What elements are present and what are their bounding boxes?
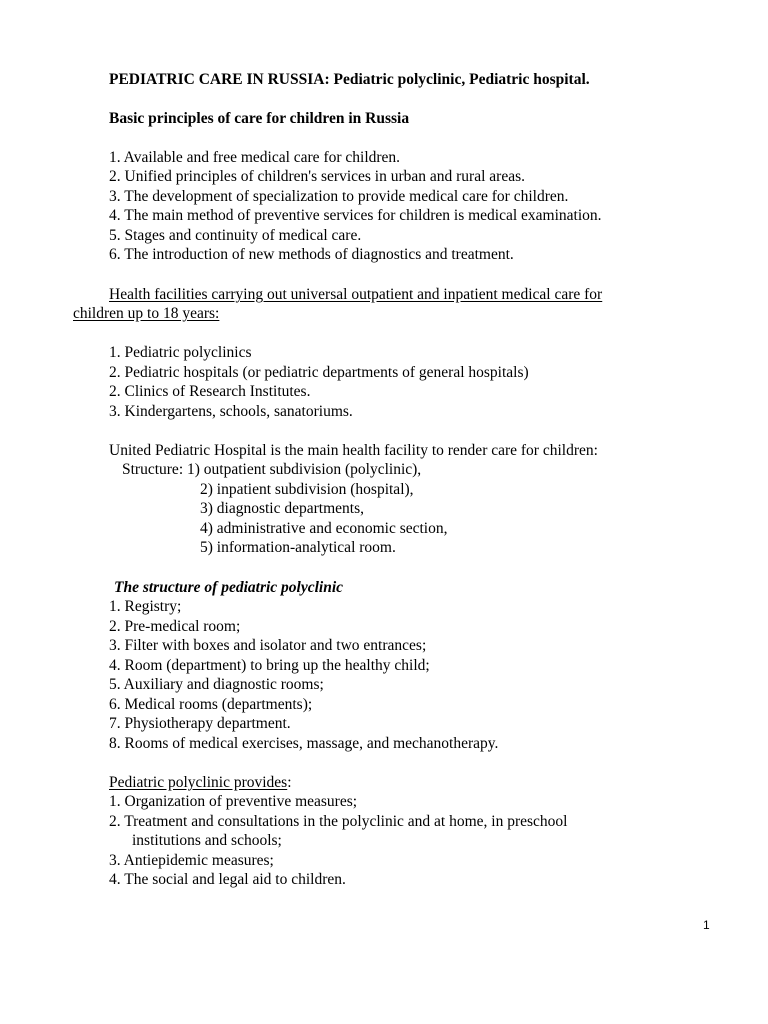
list-item: 2. Pediatric hospitals (or pediatric departments of general hospitals): [109, 364, 529, 381]
list-item: 3. Kindergartens, schools, sanatoriums.: [109, 403, 353, 420]
list-item: 1. Available and free medical care for children.: [109, 149, 401, 166]
list-item-continued: institutions and schools;: [132, 832, 282, 849]
list-item: 3. Antiepidemic measures;: [109, 852, 274, 869]
list-item: 6. The introduction of new methods of diagnostics and treatment.: [109, 246, 514, 263]
list-item: 5. Auxiliary and diagnostic rooms;: [109, 676, 324, 693]
list-item: 4. Room (department) to bring up the healthy child;: [109, 657, 430, 674]
list-item: 6. Medical rooms (departments);: [109, 696, 313, 713]
list-item: 2. Treatment and consultations in the polyclinic and at home, in preschool: [109, 813, 568, 830]
list-item: 5) information-analytical room.: [200, 539, 396, 556]
list-item: 2. Unified principles of children's services in urban and rural areas.: [109, 168, 525, 185]
list-item: 1. Organization of preventive measures;: [109, 793, 358, 810]
list-item: 7. Physiotherapy department.: [109, 715, 291, 732]
facilities-heading: Health facilities carrying out universal outpatient and inpatient medical care for: [109, 286, 603, 303]
hospital-intro: United Pediatric Hospital is the main health facility to render care for children:: [109, 442, 598, 459]
list-item: 4. The main method of preventive services for children is medical examination.: [109, 207, 602, 224]
list-item: 5. Stages and continuity of medical care.: [109, 227, 362, 244]
provides-heading: Pediatric polyclinic provides: [109, 774, 288, 791]
list-item: 3. Filter with boxes and isolator and two entrances;: [109, 637, 427, 654]
provides-heading-line: [109, 773, 292, 793]
structure-label: Structure: 1) outpatient subdivision (polyclinic),: [122, 461, 422, 478]
provides-colon: :: [287, 774, 292, 791]
list-item: 3. The development of specialization to provide medical care for children.: [109, 188, 569, 205]
principles-heading: Basic principles of care for children in Russia: [109, 110, 410, 127]
list-item: 4. The social and legal aid to children.: [109, 871, 346, 888]
polyclinic-structure-heading: The structure of pediatric polyclinic: [114, 579, 344, 596]
list-item: 2) inpatient subdivision (hospital),: [200, 481, 414, 498]
list-item: 1. Registry;: [109, 598, 182, 615]
list-item: 2. Pre-medical room;: [109, 618, 241, 635]
page-number: 1: [703, 918, 710, 932]
list-item: 1. Pediatric polyclinics: [109, 344, 252, 361]
list-item: 4) administrative and economic section,: [200, 520, 448, 537]
document-title: PEDIATRIC CARE IN RUSSIA: Pediatric polyclinic, Pediatric hospital.: [109, 71, 590, 88]
list-item: 3) diagnostic departments,: [200, 500, 364, 517]
list-item: 2. Clinics of Research Institutes.: [109, 383, 311, 400]
list-item: 8. Rooms of medical exercises, massage, and mechanotherapy.: [109, 735, 499, 752]
facilities-heading-continued: children up to 18 years:: [73, 305, 220, 322]
